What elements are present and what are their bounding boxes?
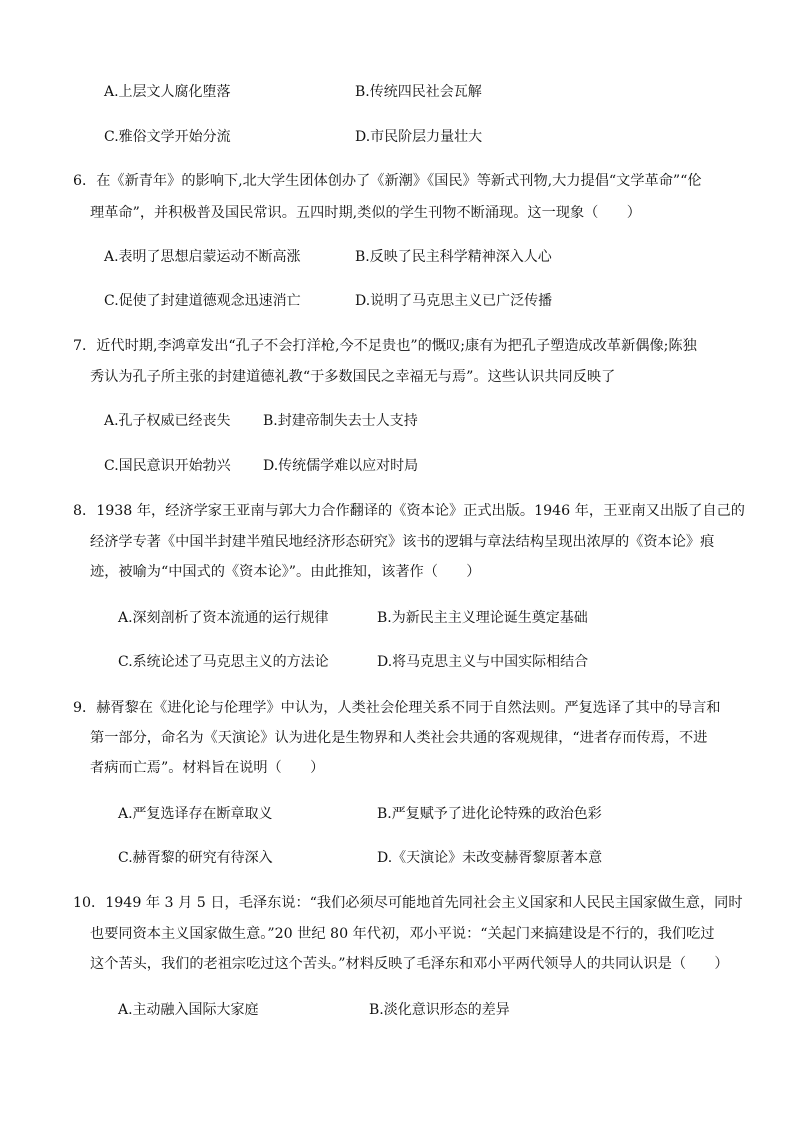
q7-stem-line-2: 秀认为孔子所主张的封建道德礼教“于多数国民之幸福无与焉”。这些认识共同反映了 xyxy=(90,369,616,385)
q8-option-a: A.深刻剖析了资本流通的运行规律 xyxy=(118,610,329,626)
q10-stem-line-1: 10．1949 年 3 月 5 日，毛泽东说：“我们必须尽可能地首先同社会主义国家和人民民主国家做生意，同时 xyxy=(73,895,743,911)
q9-stem-line-1: 9．赫胥黎在《进化论与伦理学》中认为，人类社会伦理关系不同于自然法则。严复选译了其中的导言和 xyxy=(73,700,721,716)
q9-option-c: C.赫胥黎的研究有待深入 xyxy=(118,850,273,866)
q6-option-b: B.反映了民主科学精神深入人心 xyxy=(355,249,552,265)
q9-option-a: A.严复选译存在断章取义 xyxy=(118,806,273,822)
q5-option-b: B.传统四民社会瓦解 xyxy=(355,84,482,100)
q9-option-d: D.《天演论》未改变赫胥黎原著本意 xyxy=(377,850,603,866)
q8-option-c: C.系统论述了马克思主义的方法论 xyxy=(118,654,329,670)
q8-option-d: D.将马克思主义与中国实际相结合 xyxy=(377,654,589,670)
q6-option-a: A.表明了思想启蒙运动不断高涨 xyxy=(104,249,301,265)
q10-stem-line-2: 也要同资本主义国家做生意。”20 世纪 80 年代初，邓小平说：“关起门来搞建设是不行的，我们吃过 xyxy=(90,926,715,942)
q8-stem-line-1: 8．1938 年，经济学家王亚南与郭大力合作翻译的《资本论》正式出版。1946 年，王亚南又出版了自己的 xyxy=(73,503,745,519)
q9-option-b: B.严复赋予了进化论特殊的政治色彩 xyxy=(377,806,602,822)
q6-stem-line-2: 理革命”，并积极普及国民常识。五四时期,类似的学生刊物不断涌现。这一现象（ ） xyxy=(90,205,641,221)
q10-option-a: A.主动融入国际大家庭 xyxy=(118,1002,259,1018)
q5-option-c: C.雅俗文学开始分流 xyxy=(104,129,231,145)
q6-option-c: C.促使了封建道德观念迅速消亡 xyxy=(104,293,301,309)
q8-stem-line-3: 迹，被喻为“中国式的《资本论》”。由此推知，该著作（ ） xyxy=(90,564,481,580)
q7-option-a: A.孔子权威已经丧失 xyxy=(104,413,231,429)
q9-stem-line-2: 第一部分，命名为《天演论》认为进化是生物界和人类社会共通的客观规律，“进者存而传焉，不进 xyxy=(90,730,708,746)
q7-option-d: D.传统儒学难以应对时局 xyxy=(263,458,419,474)
q10-stem-line-3: 这个苦头，我们的老祖宗吃过这个苦头。”材料反映了毛泽东和邓小平两代领导人的共同认识是（ ） xyxy=(90,956,729,972)
q6-stem-line-1: 6．在《新青年》的影响下,北大学生团体创办了《新潮》《国民》等新式刊物,大力提倡“文学革命”“伦 xyxy=(73,173,702,189)
q8-stem-line-2: 经济学专著《中国半封建半殖民地经济形态研究》该书的逻辑与章法结构呈现出浓厚的《资本论》痕 xyxy=(90,534,715,550)
q10-option-b: B.淡化意识形态的差异 xyxy=(369,1002,510,1018)
q7-stem-line-1: 7．近代时期,李鸿章发出“孔子不会打洋枪,今不足贵也”的慨叹;康有为把孔子塑造成改革新偶像;陈独 xyxy=(73,338,697,354)
q7-option-b: B.封建帝制失去士人支持 xyxy=(263,413,418,429)
q5-option-a: A.上层文人腐化堕落 xyxy=(104,84,231,100)
q7-option-c: C.国民意识开始勃兴 xyxy=(104,458,231,474)
q9-stem-line-3: 者病而亡焉”。材料旨在说明（ ） xyxy=(90,760,325,776)
q6-option-d: D.说明了马克思主义已广泛传播 xyxy=(355,293,553,309)
q5-option-d: D.市民阶层力量壮大 xyxy=(355,129,483,145)
q8-option-b: B.为新民主主义理论诞生奠定基础 xyxy=(377,610,588,626)
